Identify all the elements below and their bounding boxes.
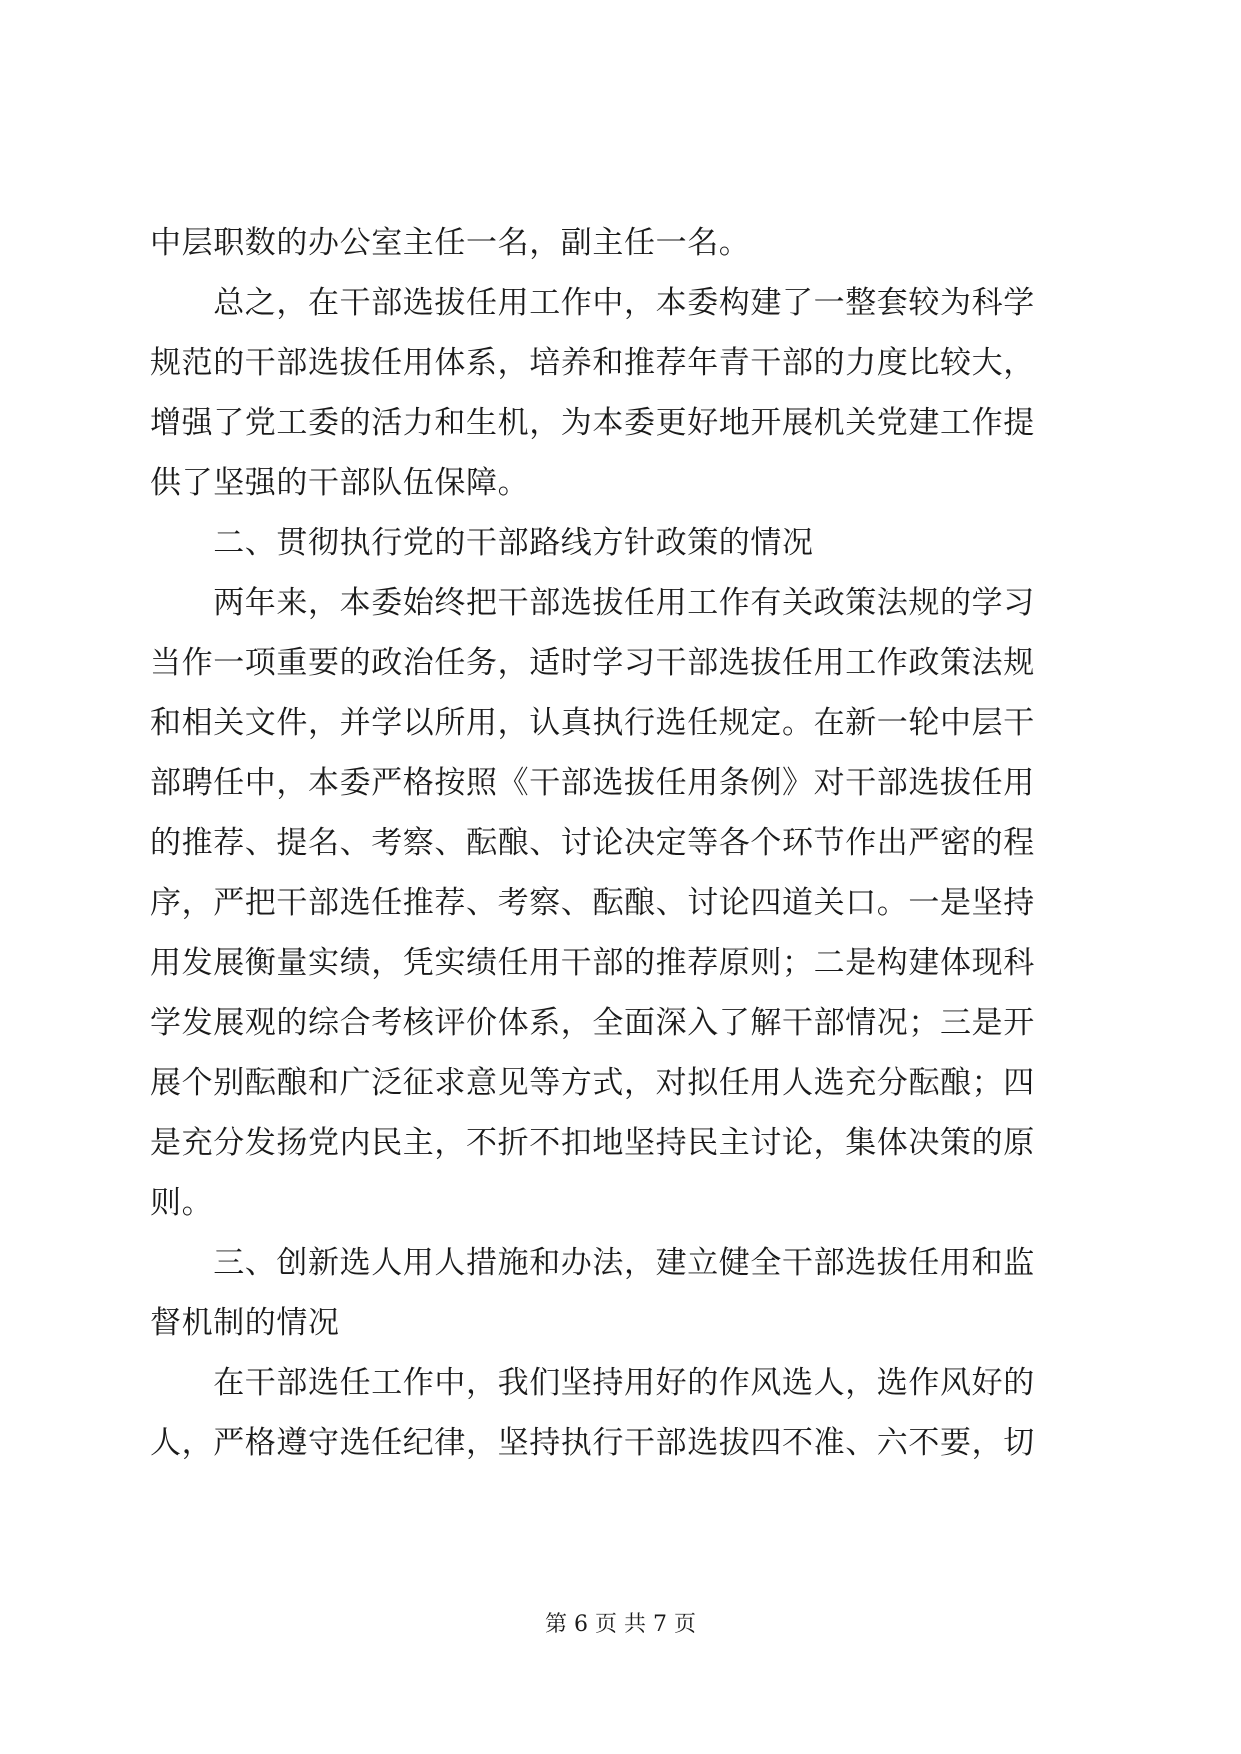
text-line: 的推荐、提名、考察、酝酿、讨论决定等各个环节作出严密的程 <box>150 825 1035 861</box>
text-line: 总之，在干部选拔任用工作中，本委构建了一整套较为科学 <box>150 285 1035 321</box>
section-heading: 二、贯彻执行党的干部路线方针政策的情况 <box>150 525 814 561</box>
text-line: 供了坚强的干部队伍保障。 <box>150 465 530 501</box>
text-line: 学发展观的综合考核评价体系，全面深入了解干部情况；三是开 <box>150 1005 1035 1041</box>
text-line: 当作一项重要的政治任务，适时学习干部选拔任用工作政策法规 <box>150 645 1035 681</box>
text-line: 和相关文件，并学以所用，认真执行选任规定。在新一轮中层干 <box>150 705 1035 741</box>
text-line: 两年来，本委始终把干部选拔任用工作有关政策法规的学习 <box>150 585 1035 621</box>
text-line: 用发展衡量实绩，凭实绩任用干部的推荐原则；二是构建体现科 <box>150 945 1035 981</box>
page-number-footer: 第 6 页 共 7 页 <box>545 1612 696 1637</box>
text-line: 人，严格遵守选任纪律，坚持执行干部选拔四不准、六不要，切 <box>150 1425 1035 1461</box>
text-line: 是充分发扬党内民主，不折不扣地坚持民主讨论，集体决策的原 <box>150 1125 1035 1161</box>
text-line: 在干部选任工作中，我们坚持用好的作风选人，选作风好的 <box>150 1365 1035 1401</box>
text-line: 中层职数的办公室主任一名，副主任一名。 <box>150 225 751 261</box>
text-line: 序，严把干部选任推荐、考察、酝酿、讨论四道关口。一是坚持 <box>150 885 1035 921</box>
text-line: 增强了党工委的活力和生机，为本委更好地开展机关党建工作提 <box>150 405 1035 441</box>
text-line: 规范的干部选拔任用体系，培养和推荐年青干部的力度比较大， <box>150 345 1035 381</box>
text-line: 部聘任中，本委严格按照《干部选拔任用条例》对干部选拔任用 <box>150 765 1035 801</box>
text-line: 展个别酝酿和广泛征求意见等方式，对拟任用人选充分酝酿；四 <box>150 1065 1035 1101</box>
section-heading: 三、创新选人用人措施和办法，建立健全干部选拔任用和监 <box>150 1245 1035 1281</box>
section-heading: 督机制的情况 <box>150 1305 340 1341</box>
text-line: 则。 <box>150 1185 214 1221</box>
